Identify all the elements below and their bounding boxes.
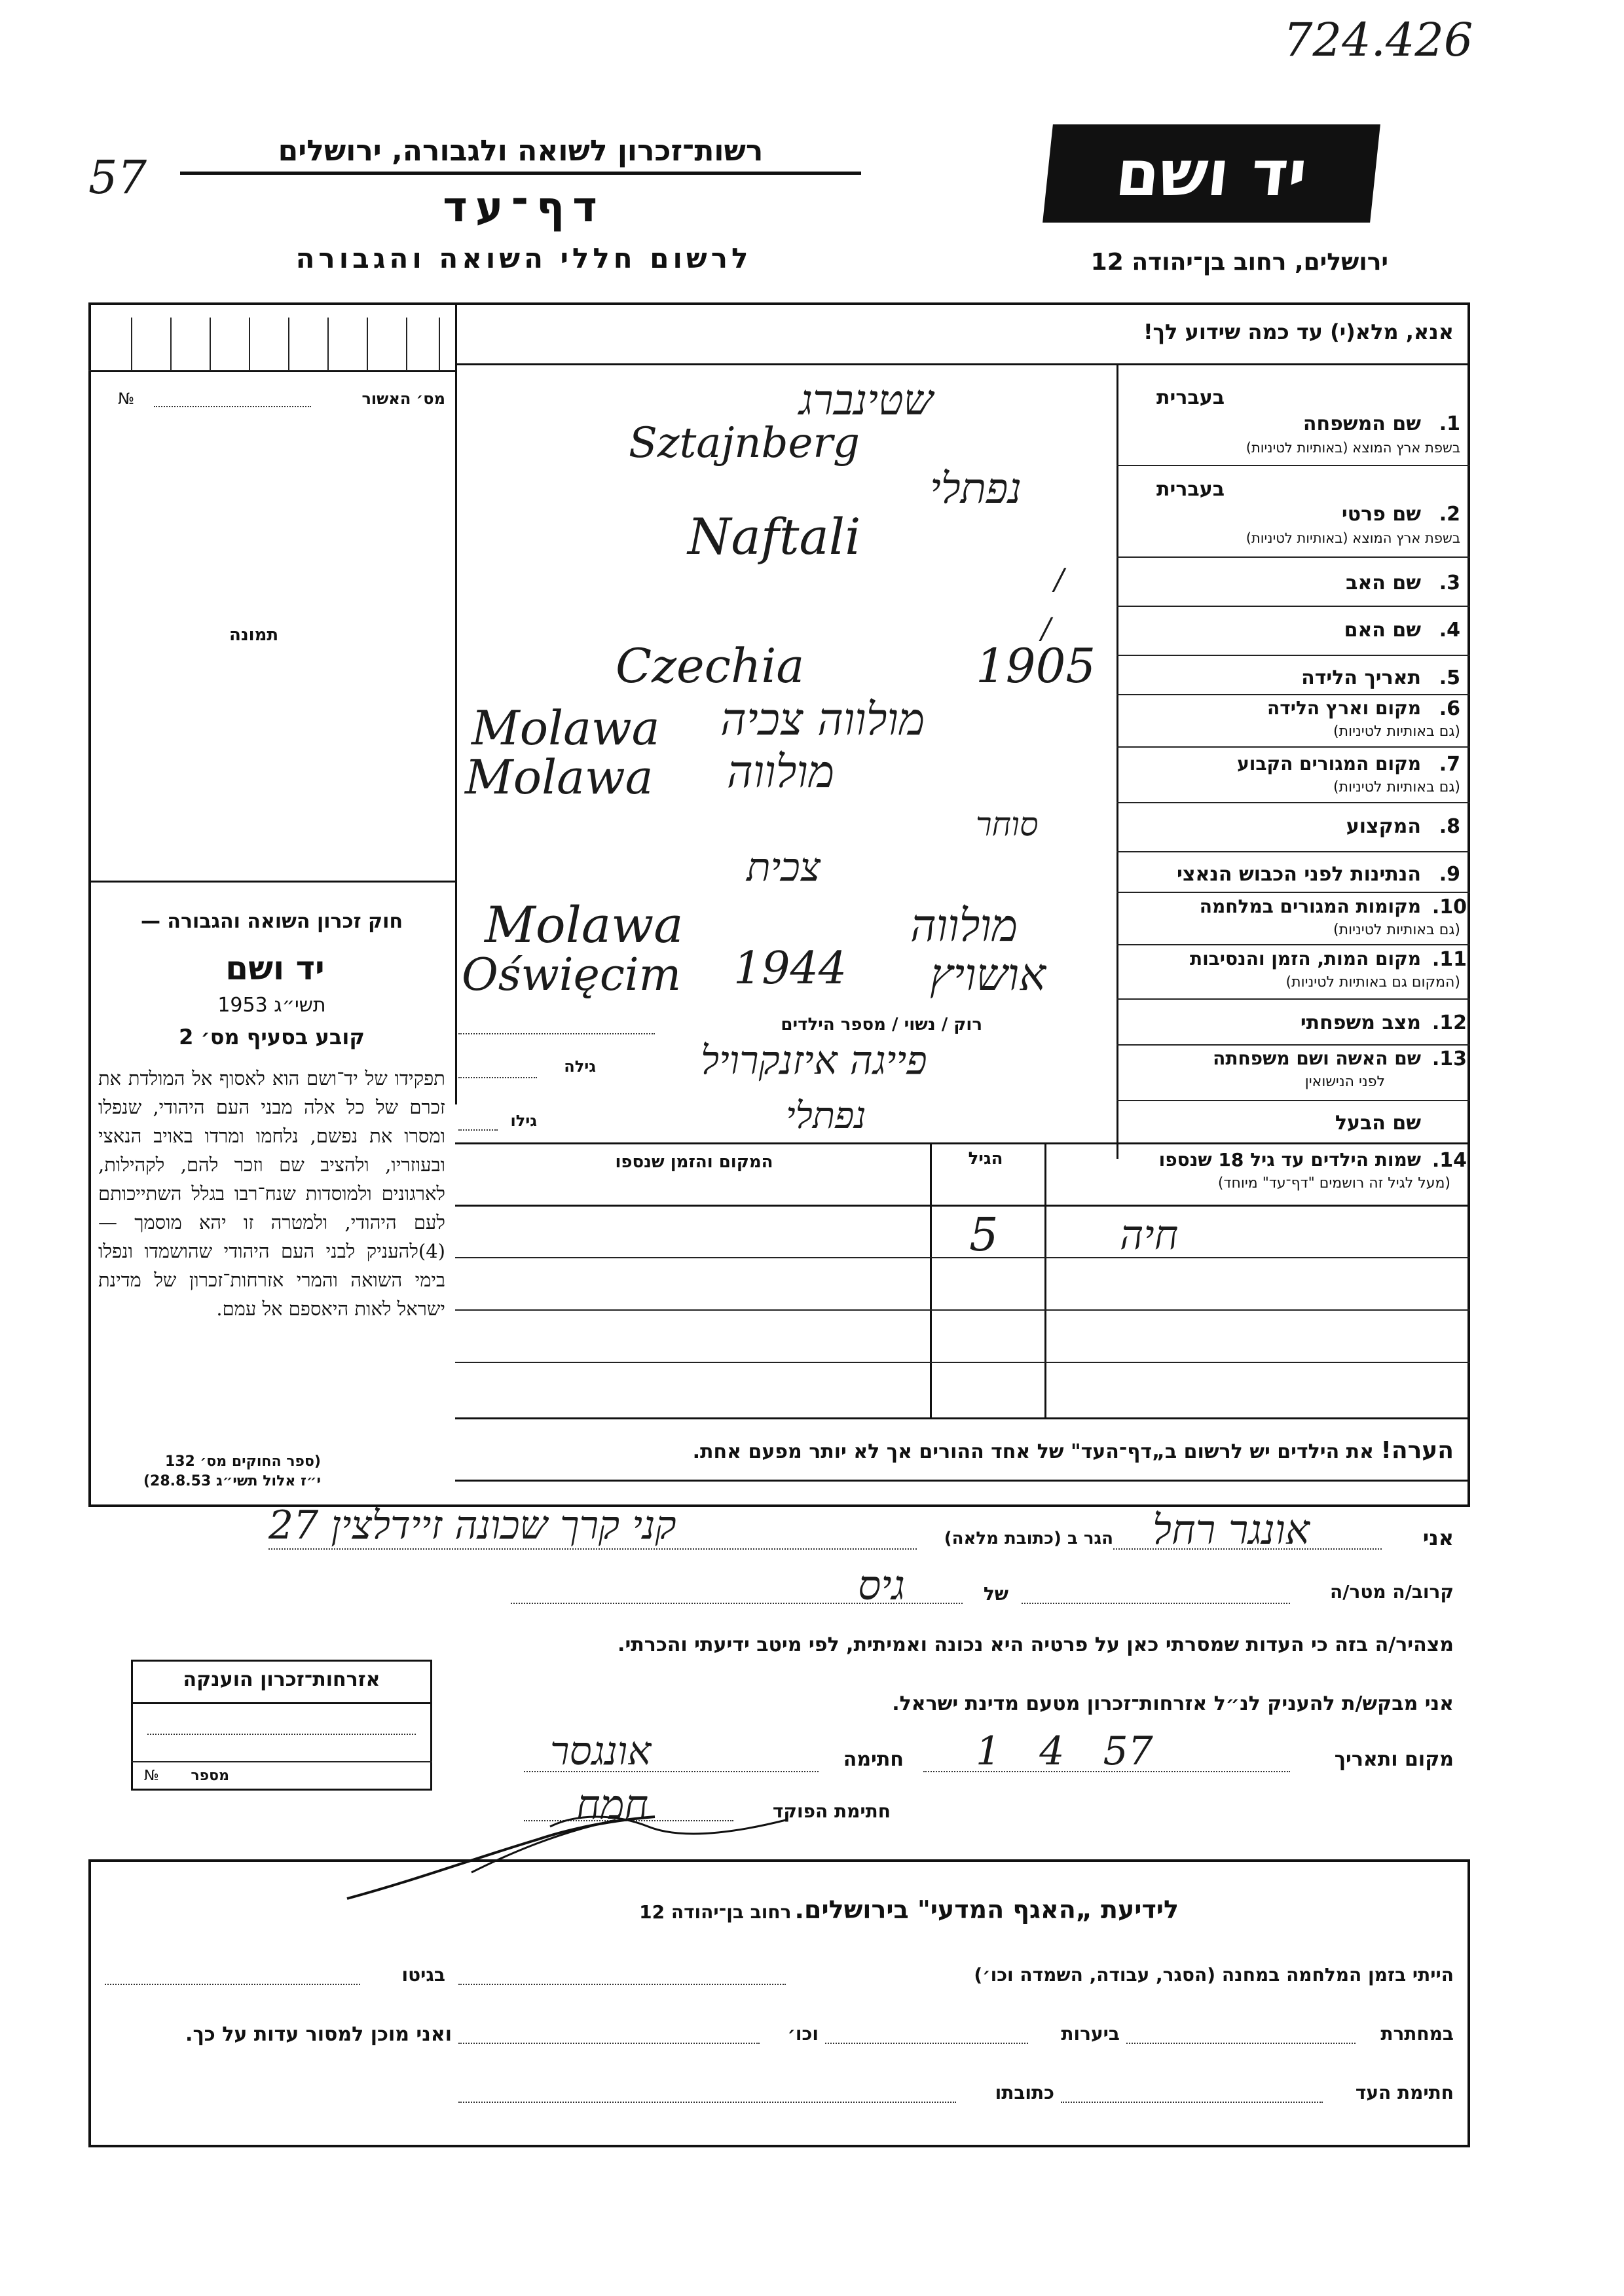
- decl-place-date-label: מקום ותאריך: [1334, 1748, 1454, 1771]
- note-text: את הילדים יש לרשום ב„דף־העד" של אחד ההורים אך לא יותר מפעם אחת.: [692, 1440, 1374, 1463]
- f14-place-col: המקום והזמן שנספו: [615, 1152, 773, 1172]
- f1-sub: בשפת ארץ המוצא (באותיות לטיניות): [1246, 440, 1460, 456]
- f12-number: 12.: [1431, 1011, 1467, 1034]
- f5-number: 5.: [1439, 666, 1460, 689]
- instruction: אנא, מלא(י) עד כמה שידוע לך!: [1143, 319, 1454, 344]
- f13-age-label: גילה: [564, 1057, 596, 1076]
- f10-number: 10.: [1431, 896, 1467, 919]
- f3-label: שם האב: [1346, 572, 1421, 594]
- f11-value-year: 1944: [733, 943, 847, 994]
- f5-value-place: Czechia: [616, 638, 805, 693]
- f9-number: 9.: [1439, 863, 1460, 886]
- child-1-age: 5: [969, 1208, 999, 1262]
- bottom-line3-a: חתימת העד: [1355, 2082, 1454, 2104]
- f2-hebrew-tag: בעברית: [1156, 478, 1225, 501]
- f5-value-year: 1905: [976, 638, 1096, 693]
- husband-label: שם הבעל: [1335, 1112, 1421, 1135]
- f14-age-col: הגיל: [968, 1149, 1003, 1169]
- f13-number: 13.: [1431, 1048, 1467, 1070]
- citizenship-no: №: [144, 1768, 159, 1784]
- f14-sub: (מעל לגיל זה רושמים "דף־עד" מיוחד): [1217, 1175, 1450, 1192]
- f7-sub: (גם באותיות לטיניות): [1333, 779, 1460, 795]
- f4-label: שם האם: [1344, 619, 1421, 642]
- f2-number: 2.: [1439, 503, 1460, 526]
- bottom-line2-c: וכו׳: [787, 2023, 819, 2045]
- archive-number: 724.426: [1283, 13, 1473, 67]
- photo-label: תמונה: [229, 625, 279, 645]
- f6-number: 6.: [1439, 697, 1460, 720]
- law-source-1: (ספר החוקים מס׳ 132: [164, 1453, 321, 1470]
- decl-i-value: אונגר רחל: [1153, 1506, 1310, 1554]
- law-heading: חוק זכרון השואה והגבורה —: [140, 910, 403, 933]
- decl-request: אני מבקש/ת להעניק לנ״ל אזרחות־זכרון מטעם מדינת ישראל.: [892, 1692, 1454, 1715]
- f5-label: תאריך הלידה: [1301, 666, 1421, 689]
- decl-of-label: של: [983, 1583, 1008, 1605]
- f9-label: הנתינות לפני הכבוש הנאצי: [1177, 863, 1421, 886]
- f7-value-hebrew: מולווה: [727, 746, 835, 798]
- bottom-line2-b: ביערות: [1061, 2023, 1120, 2045]
- citizenship-number-label: מספר: [191, 1768, 229, 1784]
- f4-value: /: [1041, 612, 1051, 646]
- decl-relative-label: קרוב/ה מטר/ה: [1330, 1581, 1454, 1603]
- f8-value: סוחר: [976, 805, 1039, 843]
- f13-value: פייגה איזנקרויל: [701, 1038, 927, 1084]
- approval-no: №: [118, 390, 134, 408]
- f14-number: 14.: [1431, 1149, 1467, 1172]
- bottom-line2-a: במחתרת: [1380, 2023, 1454, 2045]
- form-title: דף־עד: [443, 183, 605, 232]
- f2-label: שם פרטי: [1341, 503, 1421, 526]
- f1-value-hebrew: שטינברג: [799, 376, 933, 425]
- f8-number: 8.: [1439, 815, 1460, 838]
- approval-label: מס׳ האשור: [361, 390, 445, 408]
- bottom-line1-label: הייתי בזמן המלחמה במחנה (הסגר, עבודה, השמדה וכו׳): [974, 1964, 1454, 1986]
- bottom-title-row: [458, 1895, 1179, 1924]
- f11-sub: (המקום גם באותיות לטיניות): [1285, 974, 1460, 991]
- f4-number: 4.: [1439, 619, 1460, 642]
- f1-hebrew-tag: בעברית: [1156, 386, 1225, 409]
- law-logo: יד ושם: [225, 949, 325, 987]
- f2-value-hebrew: נפתלי: [930, 465, 1022, 513]
- bottom-line3-b: כתובתו: [995, 2082, 1054, 2104]
- f10-sub: (גם באותיות לטיניות): [1333, 922, 1460, 938]
- f10-value-latin: Molawa: [485, 896, 684, 954]
- f2-sub: בשפת ארץ המוצא (באותיות לטיניות): [1246, 530, 1460, 546]
- decl-date-value: 1 4 57: [976, 1728, 1153, 1774]
- decl-officer-value: חמח: [576, 1781, 649, 1829]
- f11-value-latin: Oświęcim: [462, 949, 682, 1001]
- decl-addr-value: קני קרך שכונה זיידלצין 27: [268, 1503, 676, 1548]
- f8-label: המקצוע: [1346, 815, 1421, 838]
- note: [458, 1437, 1454, 1464]
- f6-sub: (גם באותיות לטיניות): [1333, 723, 1460, 740]
- f7-label: מקום המגורים הקבוע: [1237, 753, 1421, 774]
- f6-value-latin: Molawa: [471, 701, 660, 756]
- bottom-title: לידיעת „האגף המדעי" בירושלים.: [794, 1895, 1179, 1924]
- child-1-name: חיה: [1120, 1211, 1179, 1259]
- f1-value-latin: Sztajnberg: [629, 419, 860, 467]
- f10-label: מקומות המגורים במלחמה: [1199, 896, 1421, 917]
- law-body: תפקידו של יד־ושם הוא לאסוף אל המולדת את זכרם של כל אלה מבני העם היהודי, שנפלו ומסרו את נפשם, נלחמו ומרדו באויב הנאצי ובעוזריו, ולהציב שם וזכר להם, לקהילות, לארגונים ולמוסדות שנח־רבו בגלל השתייכותם לעם היהודי, ולמטרה זו יהא מוסמך — (4)להעניק לבני העם היהודי שהושמדו ונפלו בימי השואה והמרי אזרחות־זכרון של מדינת ישראל לאות היאספם אל עמם.: [98, 1067, 445, 1320]
- f6-label: מקום וארץ הלידה: [1267, 697, 1421, 719]
- f11-value-hebrew: אושויץ: [930, 949, 1046, 1001]
- decl-declare: מצהיר/ה בזה כי העדות שמסרתי כאן על פרטיה היא נכונה ואמיתית, לפי מיטב ידיעתי והכרתי.: [618, 1633, 1454, 1656]
- law-year: [98, 994, 445, 1017]
- note-label: הערה!: [1380, 1437, 1454, 1464]
- logo-text: יד ושם: [1112, 137, 1311, 210]
- f11-number: 11.: [1431, 948, 1467, 971]
- address: ירושלים, רחוב בן־יהודה 12: [1090, 249, 1388, 276]
- f3-number: 3.: [1439, 572, 1460, 594]
- f1-label: שם המשפחה: [1302, 412, 1421, 435]
- f3-value: /: [1054, 563, 1064, 596]
- decl-signature-value: אונגסר: [550, 1728, 652, 1774]
- decl-officer-label: חתימת הפוקד: [772, 1800, 891, 1822]
- f11-label: מקום המות, הזמן והנסיבות: [1189, 948, 1421, 970]
- form-subtitle: לרשום חללי השואה והגבורה: [295, 242, 752, 274]
- f7-number: 7.: [1439, 753, 1460, 776]
- bottom-line1-end: בגיטו: [401, 1964, 445, 1986]
- law-year-he: תשי״ג: [274, 994, 326, 1017]
- bottom-address: רחוב בן־יהודה 12: [639, 1901, 792, 1923]
- f12-options: רוק / נשוי / מספר הילדים: [781, 1015, 982, 1034]
- f7-value-latin: Molawa: [465, 750, 654, 805]
- f14-label: שמות הילדים עד גיל 18 שנספו: [1158, 1149, 1421, 1171]
- husband-age-label: גילו: [510, 1112, 537, 1130]
- yad-vashem-logo: [1043, 124, 1380, 223]
- margin-number: 57: [88, 151, 147, 204]
- f9-value: צכית: [747, 845, 821, 890]
- law-clause: קובע בסעיף מס׳ 2: [179, 1025, 365, 1049]
- decl-addr-label: הגר ב (כתובת מלאה): [944, 1529, 1113, 1548]
- f13-sub: לפני הנישואין: [1304, 1074, 1385, 1090]
- f13-label: שם האשה ושם משפחתה: [1213, 1048, 1421, 1069]
- f6-value-hebrew: מולווה צכיה: [720, 694, 925, 746]
- law-source-2: י״ז אלול תשי״ג 28.8.53): [143, 1473, 321, 1489]
- f10-value-hebrew: מולווה: [910, 900, 1018, 952]
- citizenship-title: אזרחות־זכרון הוענקה: [183, 1668, 380, 1691]
- authority-name: רשות־זכרון לשואה ולגבורה, ירושלים: [278, 134, 764, 168]
- decl-relative-value: גיס: [858, 1561, 905, 1609]
- f2-value-latin: Naftali: [688, 507, 861, 566]
- husband-value: נפתלי: [786, 1095, 866, 1137]
- decl-i-label: אני: [1422, 1525, 1454, 1550]
- law-year-num: 1953: [217, 994, 268, 1017]
- f12-label: מצב משפחתי: [1300, 1011, 1421, 1034]
- bottom-line2-end: ואני מוכן למסור עדות על כך.: [185, 2023, 452, 2046]
- f1-number: 1.: [1439, 412, 1460, 435]
- decl-signature-label: חתימה: [843, 1748, 904, 1771]
- tick-boxes: [105, 318, 445, 370]
